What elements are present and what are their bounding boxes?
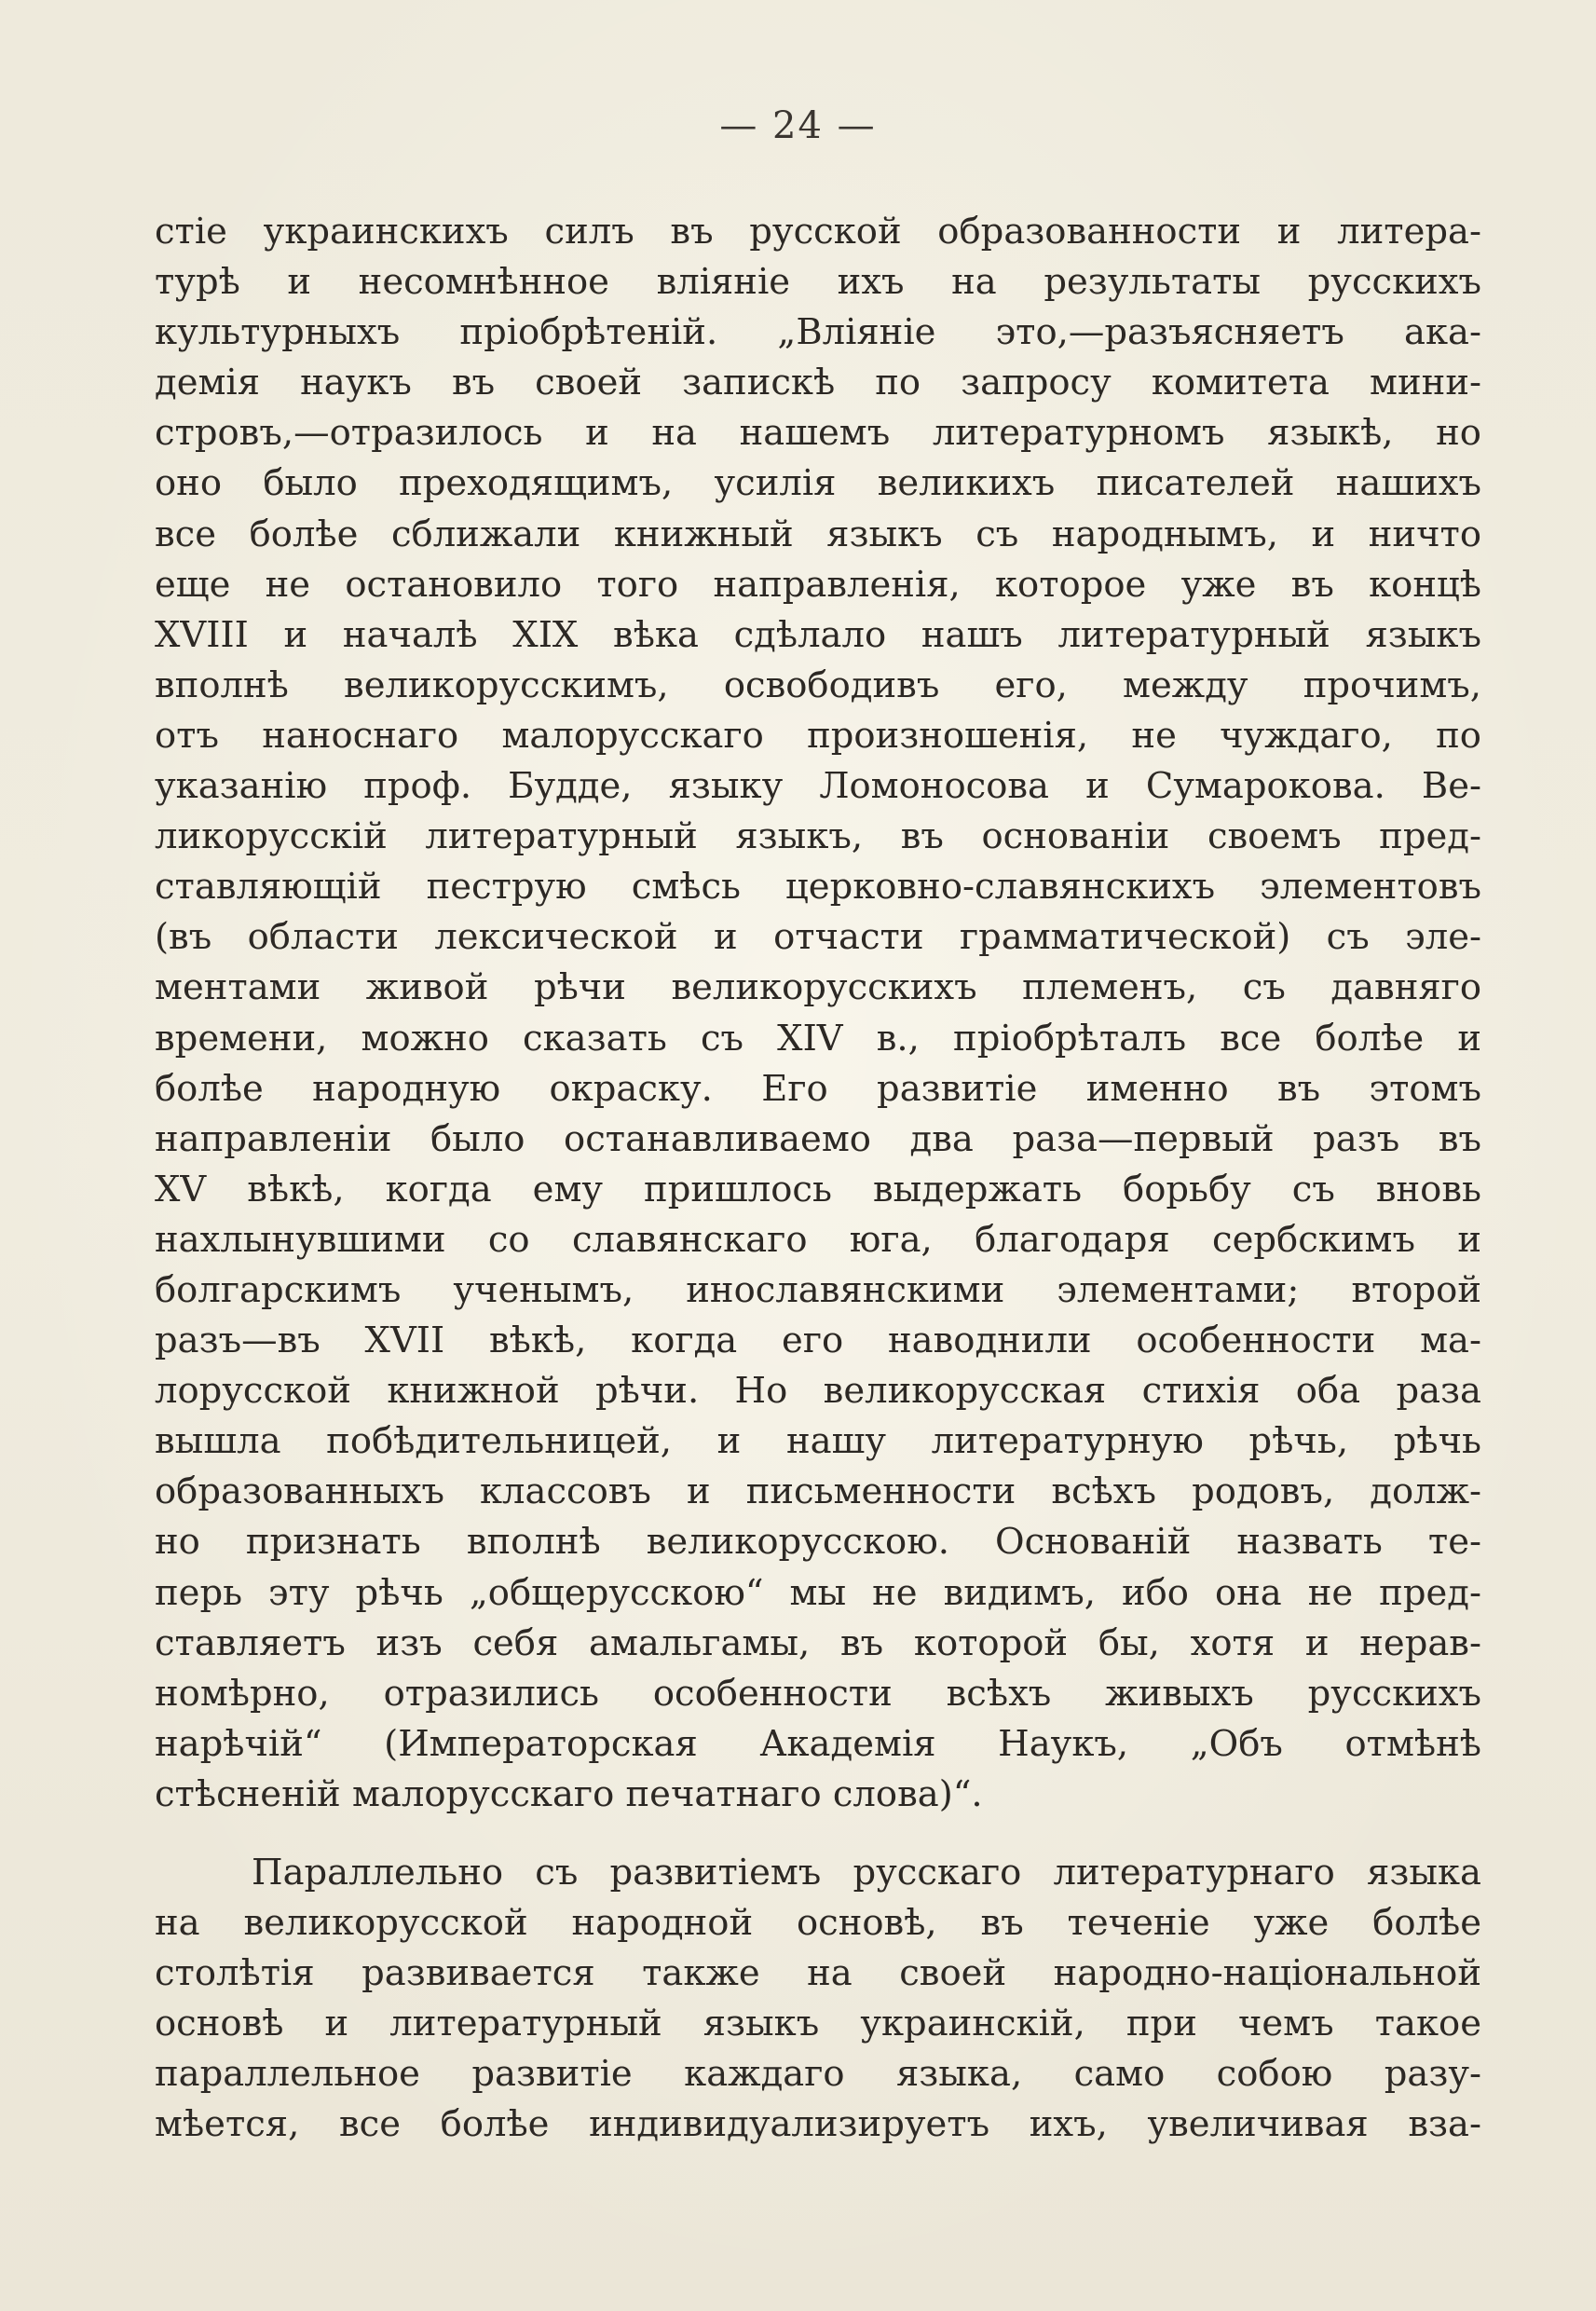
text-line: болгарскимъ ученымъ, инославянскими элементами; второй [155,1268,1481,1311]
text-line: столѣтія развивается также на своей народно-національной [155,1952,1481,1995]
text-line: указанію проф. Будде, языку Ломоносова и Сумарокова. Ве- [155,765,1481,808]
text-line: болѣе народную окраску. Его развитіе именно въ этомъ [155,1067,1481,1110]
page-number: — 24 — [719,104,877,147]
text-line: нарѣчій“ (Императорская Академія Наукъ, „Объ отмѣнѣ [155,1722,1481,1765]
text-line: перь эту рѣчь „общерусскою“ мы не видимъ, ибо она не пред- [155,1571,1481,1614]
text-line: Параллельно съ развитіемъ русскаго литературнаго языка [252,1852,1481,1894]
text-line: демія наукъ въ своей запискѣ по запросу комитета мини- [155,362,1481,404]
text-line: ментами живой рѣчи великорусскихъ племенъ, съ давняго [155,966,1481,1009]
text-line: лорусской книжной рѣчи. Но великорусская стихія оба раза [155,1370,1481,1413]
text-line: нахлынувшими со славянскаго юга, благодаря сербскимъ и [155,1218,1481,1261]
text-line: образованныхъ классовъ и письменности всѣхъ родовъ, долж- [155,1470,1481,1513]
text-line: все болѣе сближали книжный языкъ съ народнымъ, и ничто [155,513,1481,555]
text-line: оно было преходящимъ, усилія великихъ писателей нашихъ [155,462,1481,505]
text-line: еще не остановило того направленія, которое уже въ концѣ [155,563,1481,606]
paragraph-1 [155,207,1481,1820]
text-line: разъ—въ XVII вѣкѣ, когда его наводнили особенности ма- [155,1320,1481,1362]
text-line: на великорусской народной основѣ, въ теченіе уже болѣе [155,1902,1481,1945]
text-line: стіе украинскихъ силъ въ русской образованности и литера- [155,211,1481,253]
text-line: XVIII и началѣ XIX вѣка сдѣлало нашъ литературный языкъ [155,613,1481,656]
text-line: (въ области лексической и отчасти грамматической) съ эле- [155,916,1481,959]
paragraph-2 [155,1848,1481,2151]
text-line: направленіи было останавливаемо два раза—первый разъ въ [155,1117,1481,1160]
body-text [155,207,1481,2151]
text-line: ставляющій пеструю смѣсь церковно-славянскихъ элементовъ [155,866,1481,909]
text-line: ставляетъ изъ себя амальгамы, въ которой бы, хотя и нерав- [155,1621,1481,1664]
text-line: но признать вполнѣ великорусскою. Основаній назвать те- [155,1521,1481,1564]
text-line: стѣсненій малорусскаго печатнаго слова)“. [155,1772,983,1815]
text-line: параллельное развитіе каждаго языка, само собою разу- [155,2053,1481,2096]
text-line: турѣ и несомнѣнное вліяніе ихъ на результаты русскихъ [155,261,1481,304]
text-line: XV вѣкѣ, когда ему пришлось выдержать борьбу съ вновь [155,1168,1481,1210]
text-line: отъ наноснаго малорусскаго произношенія, не чуждаго, по [155,714,1481,757]
text-line: ликорусскій литературный языкъ, въ основаніи своемъ пред- [155,815,1481,858]
text-line: основѣ и литературный языкъ украинскій, при чемъ такое [155,2003,1481,2045]
text-line: вышла побѣдительницей, и нашу литературную рѣчь, рѣчь [155,1420,1481,1463]
text-line: номѣрно, отразились особенности всѣхъ живыхъ русскихъ [155,1672,1481,1715]
text-line: времени, можно сказать съ XIV в., пріобрѣталъ все болѣе и [155,1017,1481,1060]
text-line: мѣется, все болѣе индивидуализируетъ ихъ, увеличивая вза- [155,2103,1481,2146]
paragraph-gap [155,1820,1481,1848]
text-line: стровъ,—отразилось и на нашемъ литературномъ языкѣ, но [155,412,1481,455]
text-line: культурныхъ пріобрѣтеній. „Вліяніе это,—разъясняетъ ака- [155,311,1481,354]
text-line: вполнѣ великорусскимъ, освободивъ его, между прочимъ, [155,663,1481,706]
